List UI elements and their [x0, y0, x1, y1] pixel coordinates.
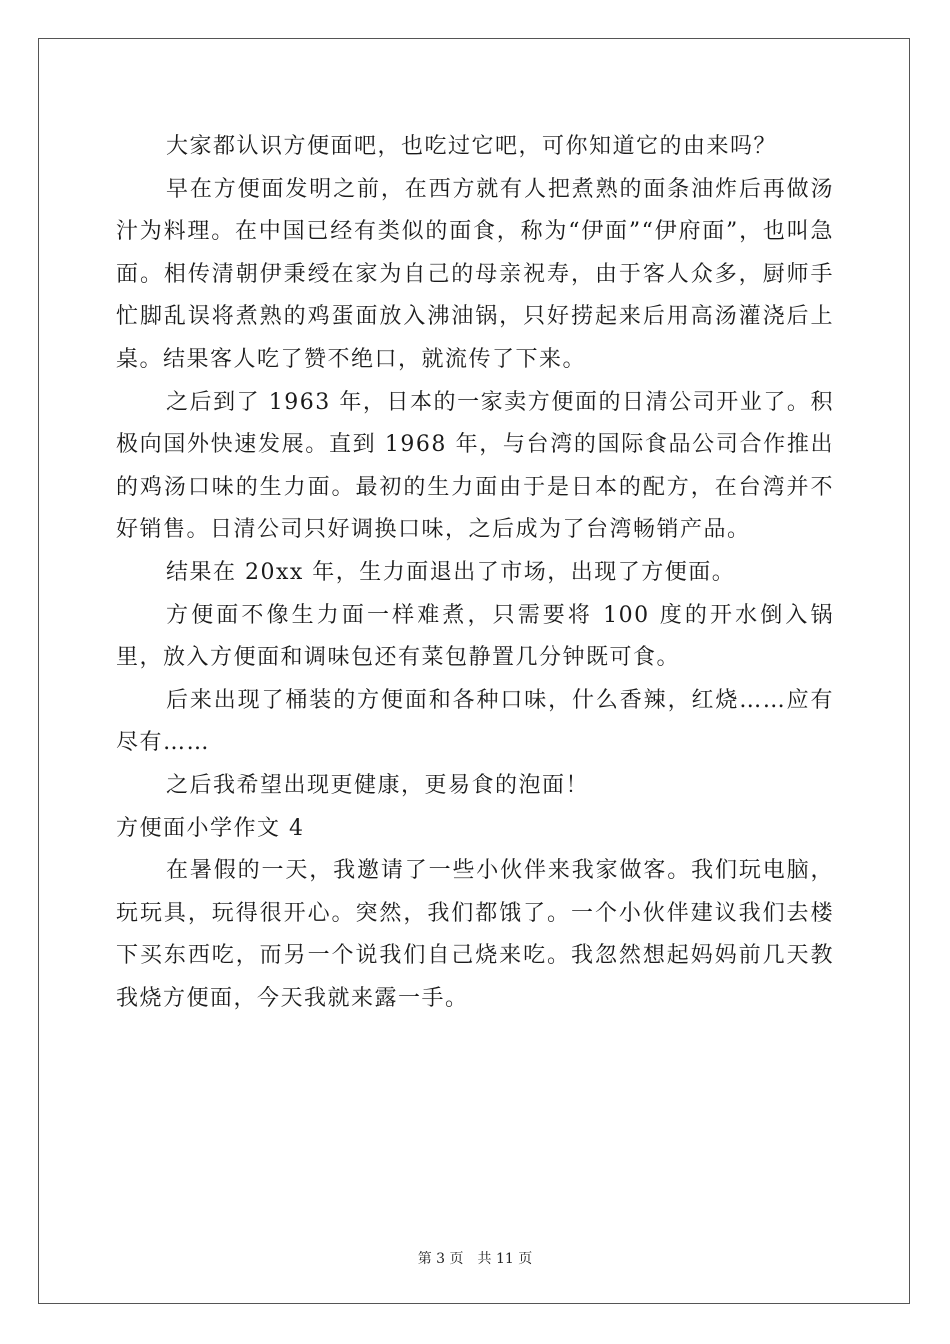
paragraph: 早在方便面发明之前，在西方就有人把煮熟的面条油炸后再做汤汁为料理。在中国已经有类似的面食，称为“伊面”“伊府面”，也叫急面。相传清朝伊秉绶在家为自己的母亲祝寿，由于客人众多，厨师手忙脚乱误将煮熟的鸡蛋面放入沸油锅，只好捞起来后用高汤灌浇后上桌。结果客人吃了赞不绝口，就流传了下来。	[116, 176, 834, 372]
page-total: 共 11 页	[477, 1251, 533, 1267]
page-number: 第 3 页	[417, 1251, 464, 1267]
section-heading: 方便面小学作文 4	[116, 815, 305, 841]
paragraph: 之后我希望出现更健康，更易食的泡面！	[166, 772, 590, 798]
paragraph: 结果在 20xx 年，生力面退出了市场，出现了方便面。	[166, 559, 736, 585]
paragraph: 在暑假的一天，我邀请了一些小伙伴来我家做客。我们玩电脑，玩玩具，玩得很开心。突然，我们都饿了。一个小伙伴建议我们去楼下买东西吃，而另一个说我们自己烧来吃。我忽然想起妈妈前几天教我烧方便面，今天我就来露一手。	[116, 858, 834, 1011]
document-body	[116, 126, 834, 1020]
paragraph: 大家都认识方便面吧，也吃过它吧，可你知道它的由来吗？	[166, 134, 778, 159]
page-footer	[0, 1248, 950, 1268]
paragraph: 后来出现了桶装的方便面和各种口味，什么香辣，红烧……应有尽有……	[116, 687, 834, 756]
paragraph: 之后到了 1963 年，日本的一家卖方便面的日清公司开业了。积极向国外快速发展。直到 1968 年，与台湾的国际食品公司合作推出的鸡汤口味的生力面。最初的生力面由于是日本的配方，在台湾并不好销售。日清公司只好调换口味，之后成为了台湾畅销产品。	[116, 389, 834, 543]
paragraph: 方便面不像生力面一样难煮，只需要将 100 度的开水倒入锅里，放入方便面和调味包还有菜包静置几分钟既可食。	[116, 602, 834, 671]
